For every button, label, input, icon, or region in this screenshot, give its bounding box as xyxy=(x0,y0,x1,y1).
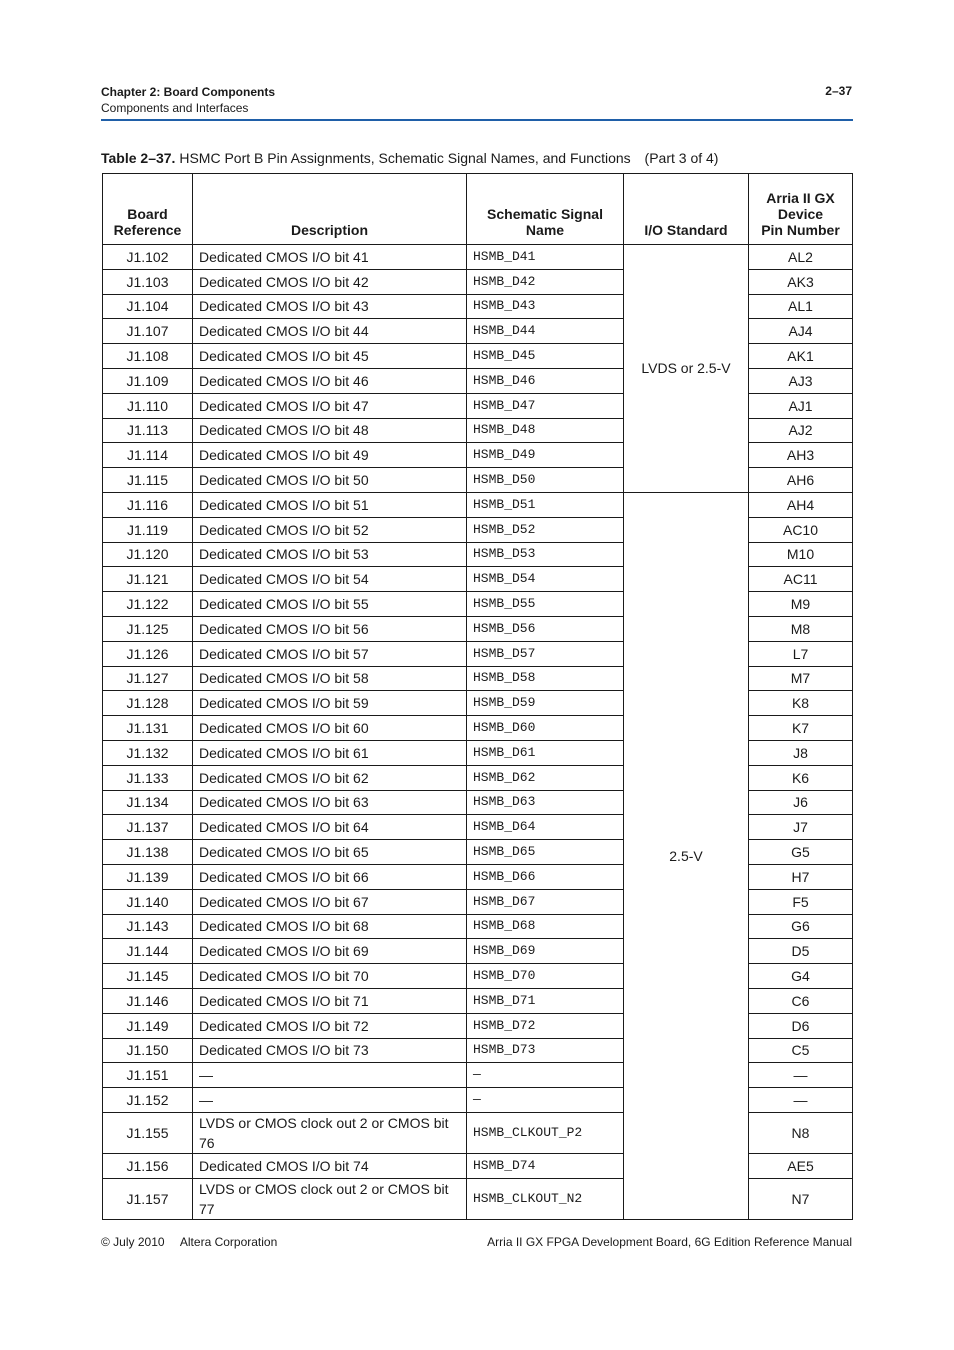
signal-name-cell: HSMB_D68 xyxy=(467,914,624,939)
description-cell: Dedicated CMOS I/O bit 65 xyxy=(193,840,467,865)
board-reference-cell: J1.119 xyxy=(103,517,193,542)
pin-number-cell: AH4 xyxy=(749,492,853,517)
description-cell: — xyxy=(193,1063,467,1088)
pin-number-cell: K8 xyxy=(749,691,853,716)
col-header-description: Description xyxy=(193,174,467,245)
board-reference-cell: J1.115 xyxy=(103,468,193,493)
description-cell: Dedicated CMOS I/O bit 42 xyxy=(193,269,467,294)
page-number: 2–37 xyxy=(825,84,852,98)
pin-number-cell: AJ3 xyxy=(749,368,853,393)
table-number: Table 2–37. xyxy=(101,150,176,166)
board-reference-cell: J1.102 xyxy=(103,245,193,270)
pin-number-cell: — xyxy=(749,1088,853,1113)
board-reference-cell: J1.132 xyxy=(103,740,193,765)
board-reference-cell: J1.155 xyxy=(103,1112,193,1153)
signal-name-cell: HSMB_D63 xyxy=(467,790,624,815)
pin-number-cell: H7 xyxy=(749,864,853,889)
description-cell: Dedicated CMOS I/O bit 51 xyxy=(193,492,467,517)
description-cell: Dedicated CMOS I/O bit 58 xyxy=(193,666,467,691)
copyright: © July 2010 xyxy=(101,1235,165,1249)
pin-number-cell: M7 xyxy=(749,666,853,691)
board-reference-cell: J1.134 xyxy=(103,790,193,815)
board-reference-cell: J1.127 xyxy=(103,666,193,691)
pin-number-cell: AJ1 xyxy=(749,393,853,418)
description-cell: Dedicated CMOS I/O bit 69 xyxy=(193,939,467,964)
running-header xyxy=(101,84,275,116)
board-reference-cell: J1.121 xyxy=(103,567,193,592)
description-cell: Dedicated CMOS I/O bit 45 xyxy=(193,344,467,369)
signal-name-cell: HSMB_D47 xyxy=(467,393,624,418)
signal-name-cell: HSMB_D52 xyxy=(467,517,624,542)
section-title: Components and Interfaces xyxy=(101,101,249,115)
pin-number-cell: J8 xyxy=(749,740,853,765)
signal-name-cell: HSMB_D65 xyxy=(467,840,624,865)
board-reference-cell: J1.151 xyxy=(103,1063,193,1088)
description-cell: Dedicated CMOS I/O bit 54 xyxy=(193,567,467,592)
description-cell: LVDS or CMOS clock out 2 or CMOS bit 76 xyxy=(193,1112,467,1153)
description-cell: Dedicated CMOS I/O bit 73 xyxy=(193,1038,467,1063)
signal-name-cell: HSMB_D55 xyxy=(467,592,624,617)
pin-number-cell: AC10 xyxy=(749,517,853,542)
pin-number-cell: AE5 xyxy=(749,1153,853,1178)
signal-name-cell: HSMB_D71 xyxy=(467,988,624,1013)
pin-number-cell: N8 xyxy=(749,1112,853,1153)
signal-name-cell: HSMB_D62 xyxy=(467,765,624,790)
board-reference-cell: J1.120 xyxy=(103,542,193,567)
pin-number-cell: AJ2 xyxy=(749,418,853,443)
board-reference-cell: J1.139 xyxy=(103,864,193,889)
signal-name-cell: HSMB_D57 xyxy=(467,641,624,666)
signal-name-cell: HSMB_D74 xyxy=(467,1153,624,1178)
pin-number-cell: L7 xyxy=(749,641,853,666)
pin-number-cell: N7 xyxy=(749,1178,853,1219)
table-header-row xyxy=(103,174,853,245)
board-reference-cell: J1.122 xyxy=(103,592,193,617)
manual-title: Arria II GX FPGA Development Board, 6G Edition Reference Manual xyxy=(487,1235,852,1249)
description-cell: — xyxy=(193,1088,467,1113)
pin-number-cell: K7 xyxy=(749,716,853,741)
description-cell: Dedicated CMOS I/O bit 71 xyxy=(193,988,467,1013)
board-reference-cell: J1.146 xyxy=(103,988,193,1013)
board-reference-cell: J1.137 xyxy=(103,815,193,840)
col-header-board-reference: Board Reference xyxy=(103,174,193,245)
board-reference-cell: J1.149 xyxy=(103,1013,193,1038)
signal-name-cell: HSMB_D50 xyxy=(467,468,624,493)
pin-number-cell: AK1 xyxy=(749,344,853,369)
board-reference-cell: J1.108 xyxy=(103,344,193,369)
table-caption xyxy=(101,150,718,166)
description-cell: Dedicated CMOS I/O bit 68 xyxy=(193,914,467,939)
header-rule xyxy=(101,119,853,121)
description-cell: Dedicated CMOS I/O bit 50 xyxy=(193,468,467,493)
pin-number-cell: M8 xyxy=(749,616,853,641)
board-reference-cell: J1.133 xyxy=(103,765,193,790)
table-title: HSMC Port B Pin Assignments, Schematic Signal Names, and Functions xyxy=(179,150,631,166)
col-header-io-standard: I/O Standard xyxy=(624,174,749,245)
board-reference-cell: J1.114 xyxy=(103,443,193,468)
signal-name-cell: — xyxy=(467,1088,624,1113)
signal-name-cell: HSMB_D41 xyxy=(467,245,624,270)
board-reference-cell: J1.110 xyxy=(103,393,193,418)
description-cell: Dedicated CMOS I/O bit 67 xyxy=(193,889,467,914)
signal-name-cell: HSMB_D56 xyxy=(467,616,624,641)
description-cell: Dedicated CMOS I/O bit 59 xyxy=(193,691,467,716)
signal-name-cell: HSMB_D69 xyxy=(467,939,624,964)
signal-name-cell: HSMB_D70 xyxy=(467,964,624,989)
signal-name-cell: HSMB_D43 xyxy=(467,294,624,319)
pin-number-cell: AC11 xyxy=(749,567,853,592)
pin-number-cell: J6 xyxy=(749,790,853,815)
description-cell: Dedicated CMOS I/O bit 43 xyxy=(193,294,467,319)
board-reference-cell: J1.156 xyxy=(103,1153,193,1178)
description-cell: Dedicated CMOS I/O bit 41 xyxy=(193,245,467,270)
signal-name-cell: HSMB_D53 xyxy=(467,542,624,567)
description-cell: Dedicated CMOS I/O bit 63 xyxy=(193,790,467,815)
board-reference-cell: J1.116 xyxy=(103,492,193,517)
description-cell: Dedicated CMOS I/O bit 72 xyxy=(193,1013,467,1038)
board-reference-cell: J1.131 xyxy=(103,716,193,741)
signal-name-cell: HSMB_D58 xyxy=(467,666,624,691)
description-cell: LVDS or CMOS clock out 2 or CMOS bit 77 xyxy=(193,1178,467,1219)
board-reference-cell: J1.125 xyxy=(103,616,193,641)
signal-name-cell: HSMB_D67 xyxy=(467,889,624,914)
signal-name-cell: HSMB_D59 xyxy=(467,691,624,716)
description-cell: Dedicated CMOS I/O bit 74 xyxy=(193,1153,467,1178)
pin-number-cell: AJ4 xyxy=(749,319,853,344)
chapter-title: Chapter 2: Board Components xyxy=(101,85,276,99)
signal-name-cell: HSMB_D66 xyxy=(467,864,624,889)
board-reference-cell: J1.138 xyxy=(103,840,193,865)
description-cell: Dedicated CMOS I/O bit 53 xyxy=(193,542,467,567)
table-body xyxy=(103,245,853,1220)
description-cell: Dedicated CMOS I/O bit 56 xyxy=(193,616,467,641)
board-reference-cell: J1.113 xyxy=(103,418,193,443)
io-standard-cell: 2.5-V xyxy=(624,492,749,1219)
signal-name-cell: HSMB_D45 xyxy=(467,344,624,369)
pin-number-cell: C5 xyxy=(749,1038,853,1063)
board-reference-cell: J1.103 xyxy=(103,269,193,294)
signal-name-cell: HSMB_D46 xyxy=(467,368,624,393)
table-row xyxy=(103,492,853,517)
pin-number-cell: AH3 xyxy=(749,443,853,468)
board-reference-cell: J1.109 xyxy=(103,368,193,393)
description-cell: Dedicated CMOS I/O bit 66 xyxy=(193,864,467,889)
pin-number-cell: AK3 xyxy=(749,269,853,294)
description-cell: Dedicated CMOS I/O bit 47 xyxy=(193,393,467,418)
pin-assignment-table xyxy=(102,173,853,1220)
pin-number-cell: F5 xyxy=(749,889,853,914)
description-cell: Dedicated CMOS I/O bit 70 xyxy=(193,964,467,989)
pin-number-cell: G4 xyxy=(749,964,853,989)
pin-number-cell: AL1 xyxy=(749,294,853,319)
signal-name-cell: HSMB_D51 xyxy=(467,492,624,517)
signal-name-cell: HSMB_CLKOUT_N2 xyxy=(467,1178,624,1219)
signal-name-cell: HSMB_D64 xyxy=(467,815,624,840)
col-header-signal-name: Schematic Signal Name xyxy=(467,174,624,245)
board-reference-cell: J1.107 xyxy=(103,319,193,344)
description-cell: Dedicated CMOS I/O bit 64 xyxy=(193,815,467,840)
pin-number-cell: G6 xyxy=(749,914,853,939)
pin-number-cell: AH6 xyxy=(749,468,853,493)
description-cell: Dedicated CMOS I/O bit 61 xyxy=(193,740,467,765)
pin-number-cell: J7 xyxy=(749,815,853,840)
pin-number-cell: M10 xyxy=(749,542,853,567)
signal-name-cell: HSMB_D49 xyxy=(467,443,624,468)
pin-number-cell: K6 xyxy=(749,765,853,790)
board-reference-cell: J1.128 xyxy=(103,691,193,716)
company-name: Altera Corporation xyxy=(179,1235,278,1249)
board-reference-cell: J1.152 xyxy=(103,1088,193,1113)
description-cell: Dedicated CMOS I/O bit 46 xyxy=(193,368,467,393)
description-cell: Dedicated CMOS I/O bit 48 xyxy=(193,418,467,443)
io-standard-cell: LVDS or 2.5-V xyxy=(624,245,749,493)
board-reference-cell: J1.140 xyxy=(103,889,193,914)
signal-name-cell: HSMB_CLKOUT_P2 xyxy=(467,1112,624,1153)
signal-name-cell: HSMB_D60 xyxy=(467,716,624,741)
signal-name-cell: HSMB_D72 xyxy=(467,1013,624,1038)
board-reference-cell: J1.126 xyxy=(103,641,193,666)
signal-name-cell: HSMB_D44 xyxy=(467,319,624,344)
signal-name-cell: — xyxy=(467,1063,624,1088)
board-reference-cell: J1.104 xyxy=(103,294,193,319)
pin-number-cell: D6 xyxy=(749,1013,853,1038)
description-cell: Dedicated CMOS I/O bit 60 xyxy=(193,716,467,741)
board-reference-cell: J1.150 xyxy=(103,1038,193,1063)
signal-name-cell: HSMB_D73 xyxy=(467,1038,624,1063)
pin-number-cell: C6 xyxy=(749,988,853,1013)
table-row xyxy=(103,245,853,270)
board-reference-cell: J1.143 xyxy=(103,914,193,939)
signal-name-cell: HSMB_D42 xyxy=(467,269,624,294)
pin-number-cell: M9 xyxy=(749,592,853,617)
description-cell: Dedicated CMOS I/O bit 49 xyxy=(193,443,467,468)
pin-number-cell: D5 xyxy=(749,939,853,964)
pin-number-cell: G5 xyxy=(749,840,853,865)
signal-name-cell: HSMB_D54 xyxy=(467,567,624,592)
signal-name-cell: HSMB_D48 xyxy=(467,418,624,443)
col-header-pin-number: Arria II GX Device Pin Number xyxy=(749,174,853,245)
description-cell: Dedicated CMOS I/O bit 44 xyxy=(193,319,467,344)
board-reference-cell: J1.145 xyxy=(103,964,193,989)
description-cell: Dedicated CMOS I/O bit 55 xyxy=(193,592,467,617)
signal-name-cell: HSMB_D61 xyxy=(467,740,624,765)
description-cell: Dedicated CMOS I/O bit 62 xyxy=(193,765,467,790)
board-reference-cell: J1.157 xyxy=(103,1178,193,1219)
pin-number-cell: — xyxy=(749,1063,853,1088)
footer-left xyxy=(101,1235,277,1249)
pin-number-cell: AL2 xyxy=(749,245,853,270)
table-part: (Part 3 of 4) xyxy=(644,150,719,166)
board-reference-cell: J1.144 xyxy=(103,939,193,964)
description-cell: Dedicated CMOS I/O bit 52 xyxy=(193,517,467,542)
description-cell: Dedicated CMOS I/O bit 57 xyxy=(193,641,467,666)
